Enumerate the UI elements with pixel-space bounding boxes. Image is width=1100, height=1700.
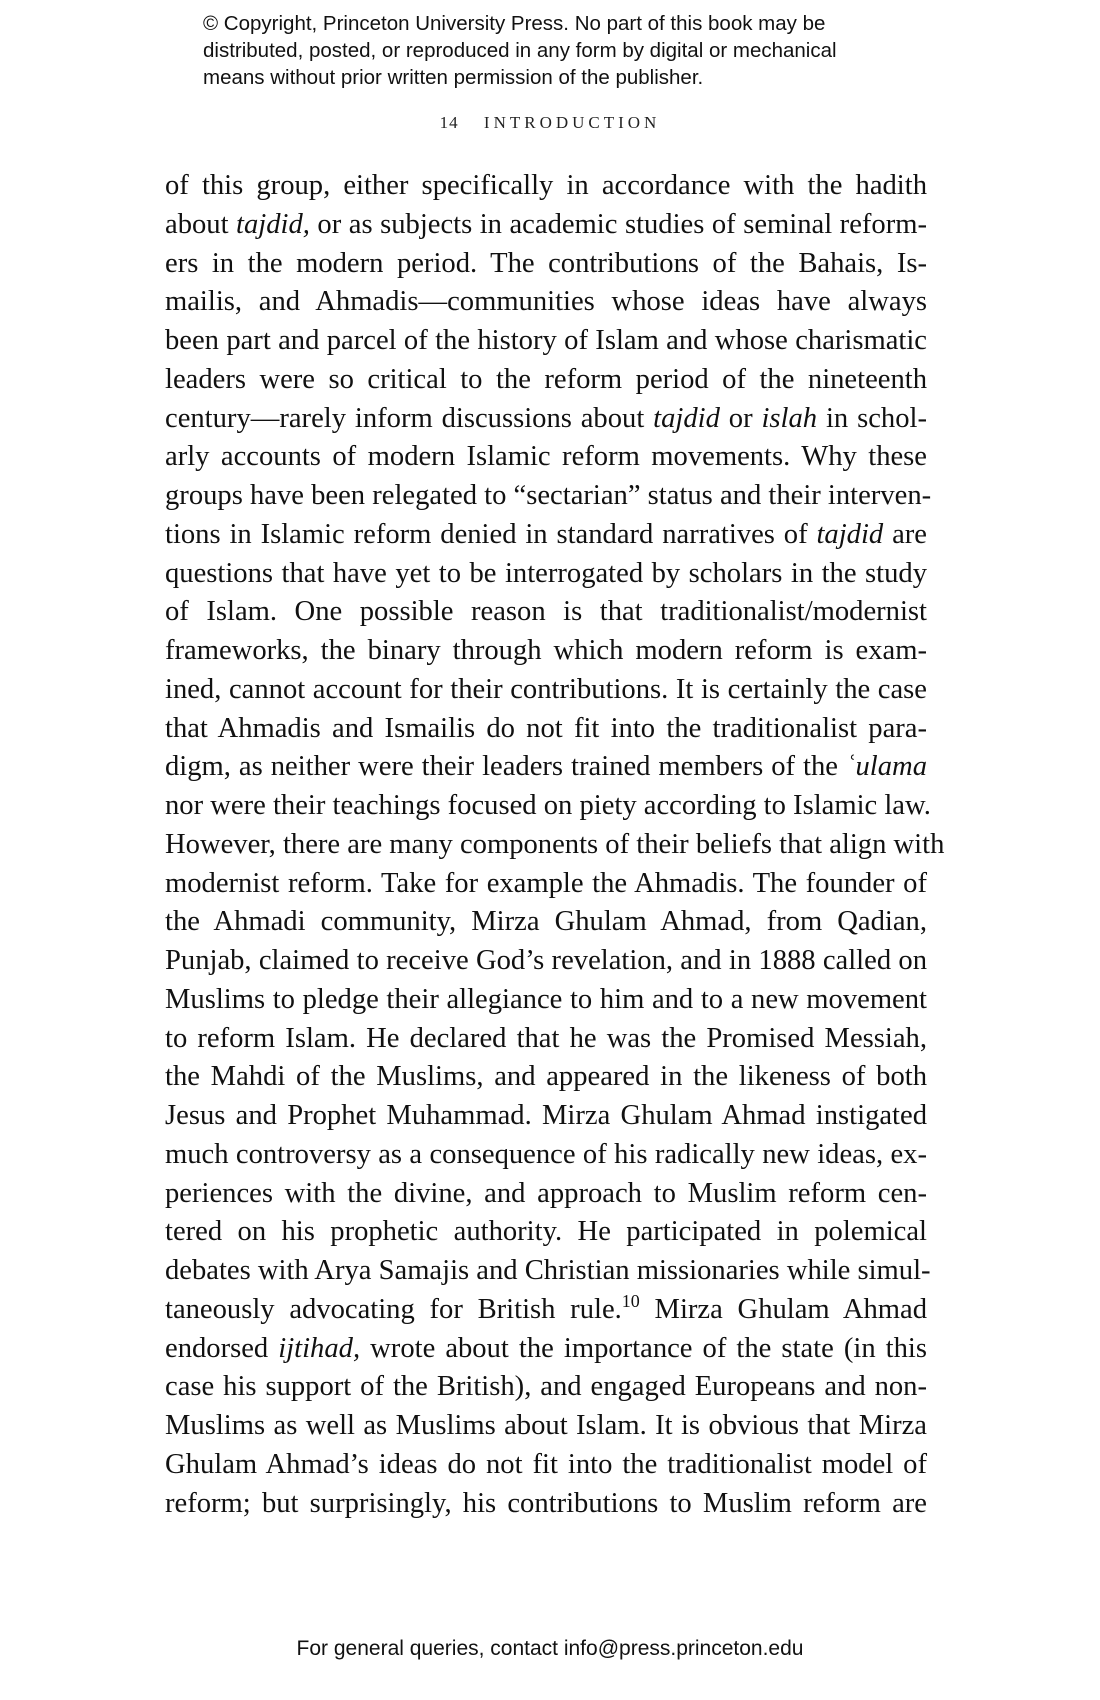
italic-term: islah: [761, 402, 818, 434]
text-line: tered on his prophetic authority. He participated in polemical: [165, 1216, 927, 1248]
text-line: Ghulam Ahmad’s ideas do not fit into the traditionalist model of: [165, 1448, 927, 1480]
footer-contact: For general queries, contact info@press.princeton.edu: [296, 1637, 804, 1660]
text-line: groups have been relegated to “sectarian” status and their interven-: [165, 480, 932, 511]
footnote-reference[interactable]: 10: [621, 1290, 640, 1311]
text-line: nor were their teachings focused on piety according to Islamic law.: [165, 790, 931, 821]
text-line: mailis, and Ahmadis—communities whose ideas have always: [165, 286, 927, 318]
page-number: 14: [439, 113, 459, 132]
running-head: [0, 113, 1100, 133]
text-line: tions in Islamic reform denied in standard narratives of tajdid are: [165, 518, 927, 550]
text-line: century—rarely inform discussions about tajdid or islah in schol-: [165, 402, 927, 434]
copyright-line: distributed, posted, or reproduced in any form by digital or mechanical: [203, 39, 837, 62]
text-line: debates with Arya Samajis and Christian missionaries while simul-: [165, 1255, 931, 1286]
text-line: Jesus and Prophet Muhammad. Mirza Ghulam Ahmad instigated: [165, 1100, 927, 1131]
text-line: much controversy as a consequence of his radically new ideas, ex-: [165, 1138, 927, 1170]
text-line: leaders were so critical to the reform period of the nineteenth: [165, 363, 927, 395]
body-text: [165, 167, 945, 1523]
italic-term: tajdid: [653, 402, 720, 434]
text-line: Punjab, claimed to receive God’s revelation, and in 1888 called on: [165, 945, 927, 976]
text-line: ined, cannot account for their contributions. It is certainly the case: [165, 673, 927, 705]
text-line: the Mahdi of the Muslims, and appeared in the likeness of both: [165, 1061, 927, 1093]
copyright-line: means without prior written permission of the publisher.: [203, 66, 704, 89]
copyright-line: © Copyright, Princeton University Press. No part of this book may be: [203, 12, 826, 35]
text-line: arly accounts of modern Islamic reform movements. Why these: [165, 441, 927, 473]
text-line: frameworks, the binary through which modern reform is exam-: [165, 635, 927, 666]
italic-term: ʿulama: [845, 751, 927, 783]
italic-term: tajdid: [816, 518, 884, 550]
text-line: However, there are many components of their beliefs that align with: [165, 828, 945, 860]
text-line: periences with the divine, and approach to Muslim reform cen-: [165, 1177, 927, 1209]
italic-term: ijtihad,: [278, 1332, 361, 1364]
text-line: Muslims as well as Muslims about Islam. It is obvious that Mirza: [165, 1410, 927, 1441]
text-line: questions that have yet to be interrogated by scholars in the study: [165, 557, 927, 589]
text-line: case his support of the British), and engaged Europeans and non-: [165, 1371, 927, 1403]
text-line: to reform Islam. He declared that he was the Promised Messiah,: [165, 1022, 927, 1054]
text-line: endorsed ijtihad, wrote about the importance of the state (in this: [165, 1332, 927, 1364]
text-line: of this group, either specifically in accordance with the hadith: [165, 170, 927, 201]
text-line: about tajdid, or as subjects in academic studies of seminal reform-: [165, 208, 927, 240]
text-line: of Islam. One possible reason is that traditionalist/modernist: [165, 596, 927, 628]
italic-term: tajdid,: [236, 208, 310, 240]
copyright-notice: [203, 10, 963, 91]
text-line: been part and parcel of the history of Islam and whose charismatic: [165, 325, 927, 356]
section-title: INTRODUCTION: [483, 113, 661, 132]
text-line: that Ahmadis and Ismailis do not fit into the traditionalist para-: [165, 712, 927, 744]
text-line: modernist reform. Take for example the Ahmadis. The founder of: [165, 867, 927, 899]
text-line: ers in the modern period. The contributions of the Bahais, Is-: [165, 247, 927, 279]
text-line: reform; but surprisingly, his contributions to Muslim reform are: [165, 1487, 927, 1519]
text-line: the Ahmadi community, Mirza Ghulam Ahmad, from Qadian,: [165, 906, 927, 938]
text-line: taneously advocating for British rule.$^{10}$ Mirza Ghulam Ahmad: [165, 1290, 928, 1325]
text-line: Muslims to pledge their allegiance to him and to a new movement: [165, 983, 927, 1015]
text-line: digm, as neither were their leaders trained members of the ʿulama: [165, 751, 927, 783]
